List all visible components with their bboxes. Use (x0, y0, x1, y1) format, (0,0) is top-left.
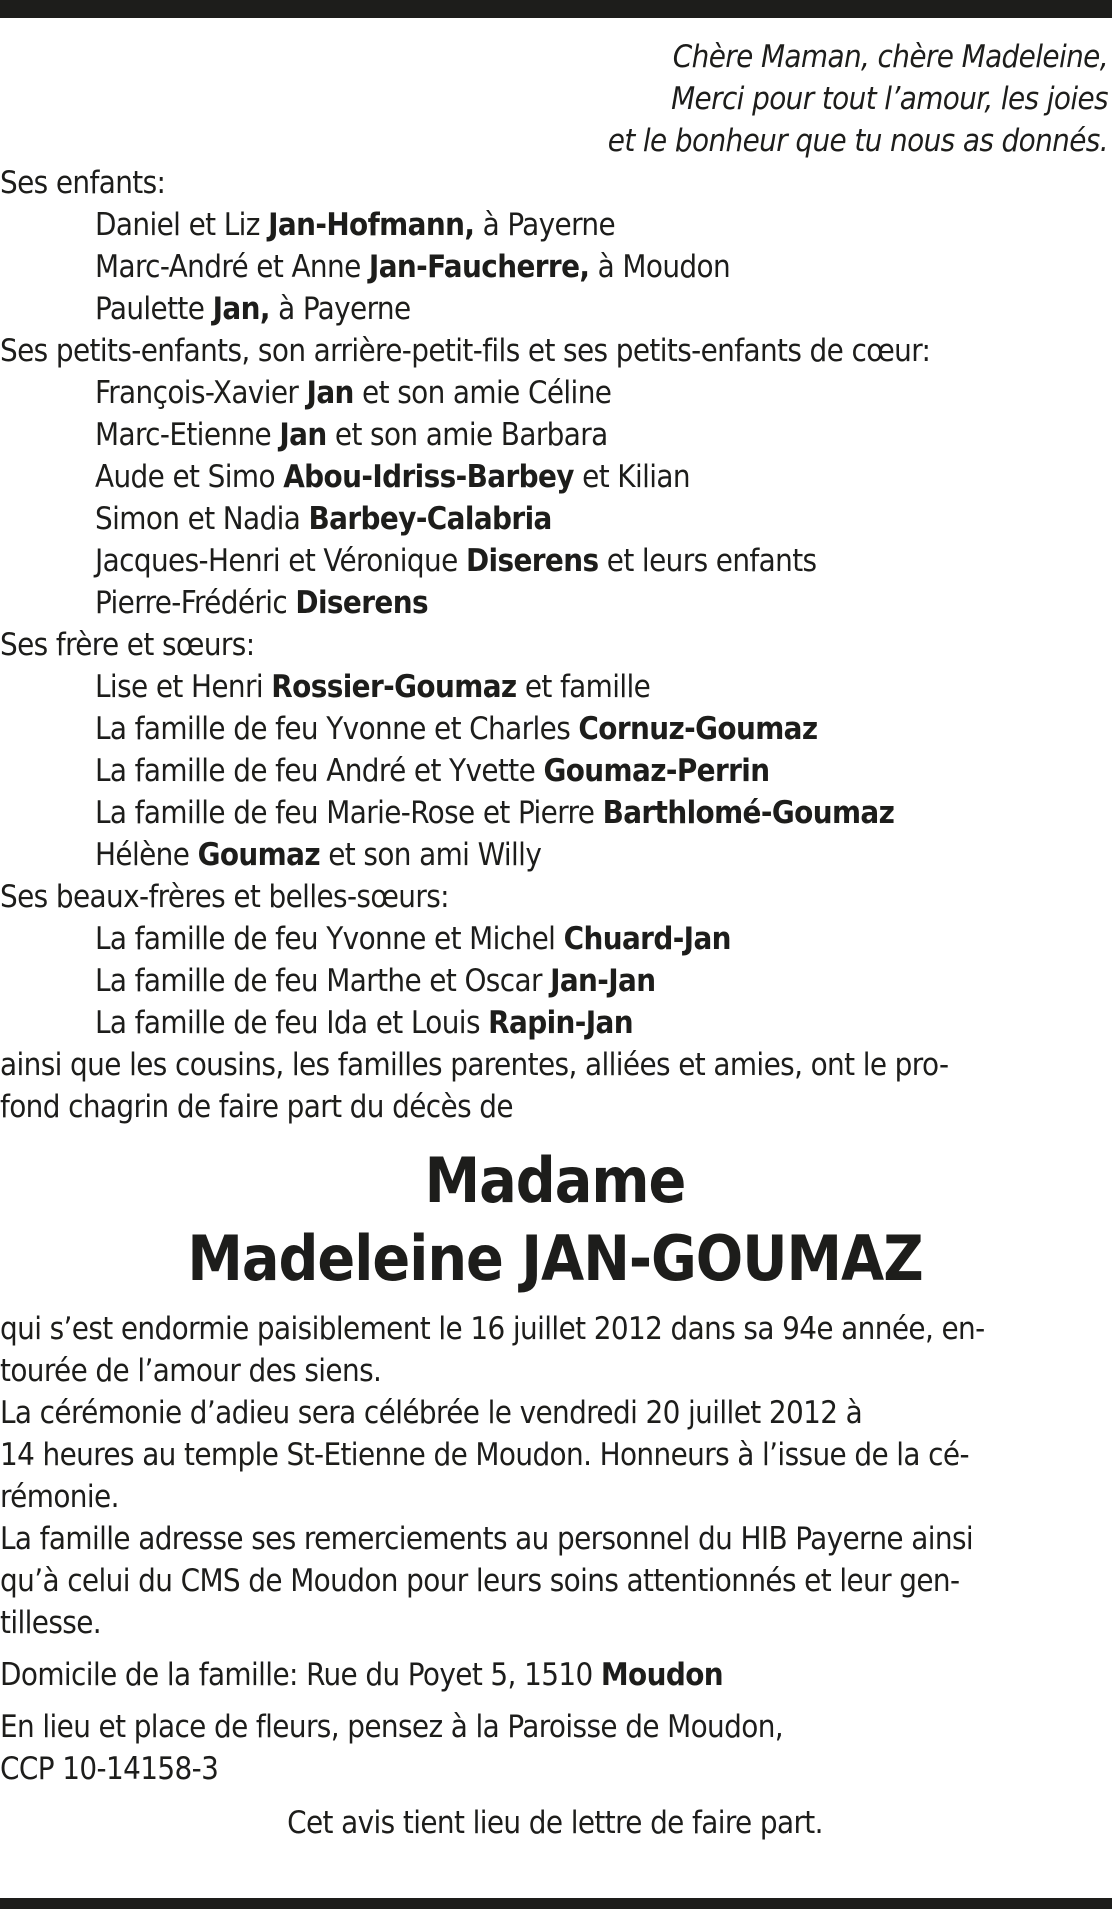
ceremony-line: La cérémonie d’adieu sera célébrée le vendredi 20 juillet 2012 à (0, 1395, 863, 1431)
announcement-line: fond chagrin de faire part du décès de (0, 1089, 513, 1125)
passing-line: tourée de l’amour des siens. (0, 1353, 382, 1389)
in-laws-section (0, 876, 1110, 1044)
family-entry (0, 666, 1110, 708)
entry-prefix: Marc-André et Anne (95, 249, 369, 285)
passing-line: qui s’est endormie paisiblement le 16 juillet 2012 dans sa 94e année, en- (0, 1311, 985, 1347)
closing-note: Cet avis tient lieu de lettre de faire part. (287, 1805, 823, 1841)
entry-surname: Jan (279, 417, 327, 453)
family-entry (0, 792, 1110, 834)
entry-prefix: Aude et Simo (95, 459, 284, 495)
entry-surname: Chuard-Jan (563, 921, 731, 957)
entry-surname: Rossier-Goumaz (271, 669, 517, 705)
section-heading: Ses enfants: (0, 165, 166, 201)
family-entry (0, 708, 1110, 750)
entry-surname: Jan-Faucherre, (368, 249, 590, 285)
entry-surname: Barthlomé-Goumaz (602, 795, 895, 831)
entry-prefix: Marc-Etienne (95, 417, 280, 453)
entry-suffix: à Payerne (269, 291, 411, 327)
thanks-line: tillesse. (0, 1605, 102, 1641)
entry-surname: Goumaz-Perrin (543, 753, 770, 789)
entry-prefix: La famille de feu Ida et Louis (95, 1005, 489, 1041)
family-entry (0, 582, 1110, 624)
deceased-name-block (0, 1142, 1110, 1298)
entry-surname: Rapin-Jan (488, 1005, 634, 1041)
entry-surname: Diserens (465, 543, 599, 579)
section-heading: Ses frère et sœurs: (0, 627, 255, 663)
entry-surname: Jan (306, 375, 354, 411)
family-entry (0, 1002, 1110, 1044)
flowers-line: En lieu et place de fleurs, pensez à la Paroisse de Moudon, (0, 1709, 784, 1745)
entry-surname: Diserens (295, 585, 428, 621)
entry-prefix: François-Xavier (95, 375, 307, 411)
family-entry (0, 834, 1110, 876)
flowers-account: CCP 10-14158-3 (0, 1751, 219, 1787)
family-entry (0, 246, 1110, 288)
domicile-town: Moudon (600, 1657, 724, 1693)
entry-prefix: Simon et Nadia (95, 501, 309, 537)
entry-surname: Abou-Idriss-Barbey (283, 459, 574, 495)
entry-surname: Jan-Jan (550, 963, 656, 999)
quote-line: et le bonheur que tu nous as donnés. (607, 123, 1108, 159)
entry-prefix: Jacques-Henri et Véronique (95, 543, 466, 579)
thanks-line: qu’à celui du CMS de Moudon pour leurs soins attentionnés et leur gen- (0, 1563, 960, 1599)
entry-suffix: et son amie Barbara (326, 417, 608, 453)
entry-prefix: La famille de feu Marie-Rose et Pierre (95, 795, 603, 831)
family-entry (0, 750, 1110, 792)
section-heading: Ses beaux-frères et belles-sœurs: (0, 879, 449, 915)
children-section (0, 162, 1110, 330)
family-entry (0, 498, 1110, 540)
family-entry (0, 204, 1110, 246)
entry-surname: Cornuz-Goumaz (578, 711, 818, 747)
passing-paragraph (0, 1308, 1110, 1392)
entry-surname: Jan-Hofmann, (268, 207, 475, 243)
ceremony-line: rémonie. (0, 1479, 119, 1515)
entry-suffix: à Payerne (474, 207, 616, 243)
announcement-paragraph (0, 1044, 1110, 1128)
entry-surname: Jan, (212, 291, 270, 327)
domicile-address: Domicile de la famille: Rue du Poyet 5, 1510 (0, 1657, 601, 1693)
entry-prefix: Hélène (95, 837, 198, 873)
top-rule (0, 0, 1112, 18)
deceased-name: Madeleine JAN-GOUMAZ (187, 1222, 923, 1295)
entry-prefix: La famille de feu André et Yvette (95, 753, 544, 789)
notice-content (0, 36, 1110, 1844)
family-entry (0, 918, 1110, 960)
entry-prefix: La famille de feu Yvonne et Charles (95, 711, 579, 747)
deceased-title: Madame (424, 1144, 686, 1217)
entry-prefix: Pierre-Frédéric (95, 585, 296, 621)
family-entry (0, 540, 1110, 582)
announcement-line: ainsi que les cousins, les familles parentes, alliées et amies, ont le pro- (0, 1047, 949, 1083)
entry-suffix: et famille (516, 669, 651, 705)
entry-suffix: à Moudon (589, 249, 731, 285)
family-domicile (0, 1654, 1110, 1696)
ceremony-line: 14 heures au temple St-Etienne de Moudon. Honneurs à l’issue de la cé- (0, 1437, 969, 1473)
family-entry (0, 960, 1110, 1002)
entry-prefix: Paulette (95, 291, 213, 327)
flowers-paragraph (0, 1706, 1110, 1790)
thanks-line: La famille adresse ses remerciements au personnel du HIB Payerne ainsi (0, 1521, 974, 1557)
entry-suffix: et son amie Céline (353, 375, 612, 411)
bottom-rule (0, 1898, 1112, 1909)
entry-prefix: La famille de feu Marthe et Oscar (95, 963, 551, 999)
quote-line: Chère Maman, chère Madeleine, (672, 39, 1108, 75)
entry-surname: Barbey-Calabria (308, 501, 552, 537)
thanks-paragraph (0, 1518, 1110, 1644)
ceremony-paragraph (0, 1392, 1110, 1518)
entry-suffix: et Kilian (573, 459, 690, 495)
entry-suffix: et leurs enfants (598, 543, 817, 579)
entry-prefix: Daniel et Liz (95, 207, 269, 243)
family-entry (0, 414, 1110, 456)
entry-prefix: La famille de feu Yvonne et Michel (95, 921, 564, 957)
entry-suffix: et son ami Willy (319, 837, 542, 873)
grandchildren-section (0, 330, 1110, 624)
dedication-quote (0, 36, 1110, 162)
siblings-section (0, 624, 1110, 876)
entry-prefix: Lise et Henri (95, 669, 272, 705)
quote-line: Merci pour tout l’amour, les joies (671, 81, 1108, 117)
section-heading: Ses petits-enfants, son arrière-petit-fils et ses petits-enfants de cœur: (0, 333, 931, 369)
entry-surname: Goumaz (197, 837, 320, 873)
family-entry (0, 456, 1110, 498)
family-entry (0, 372, 1110, 414)
family-entry (0, 288, 1110, 330)
